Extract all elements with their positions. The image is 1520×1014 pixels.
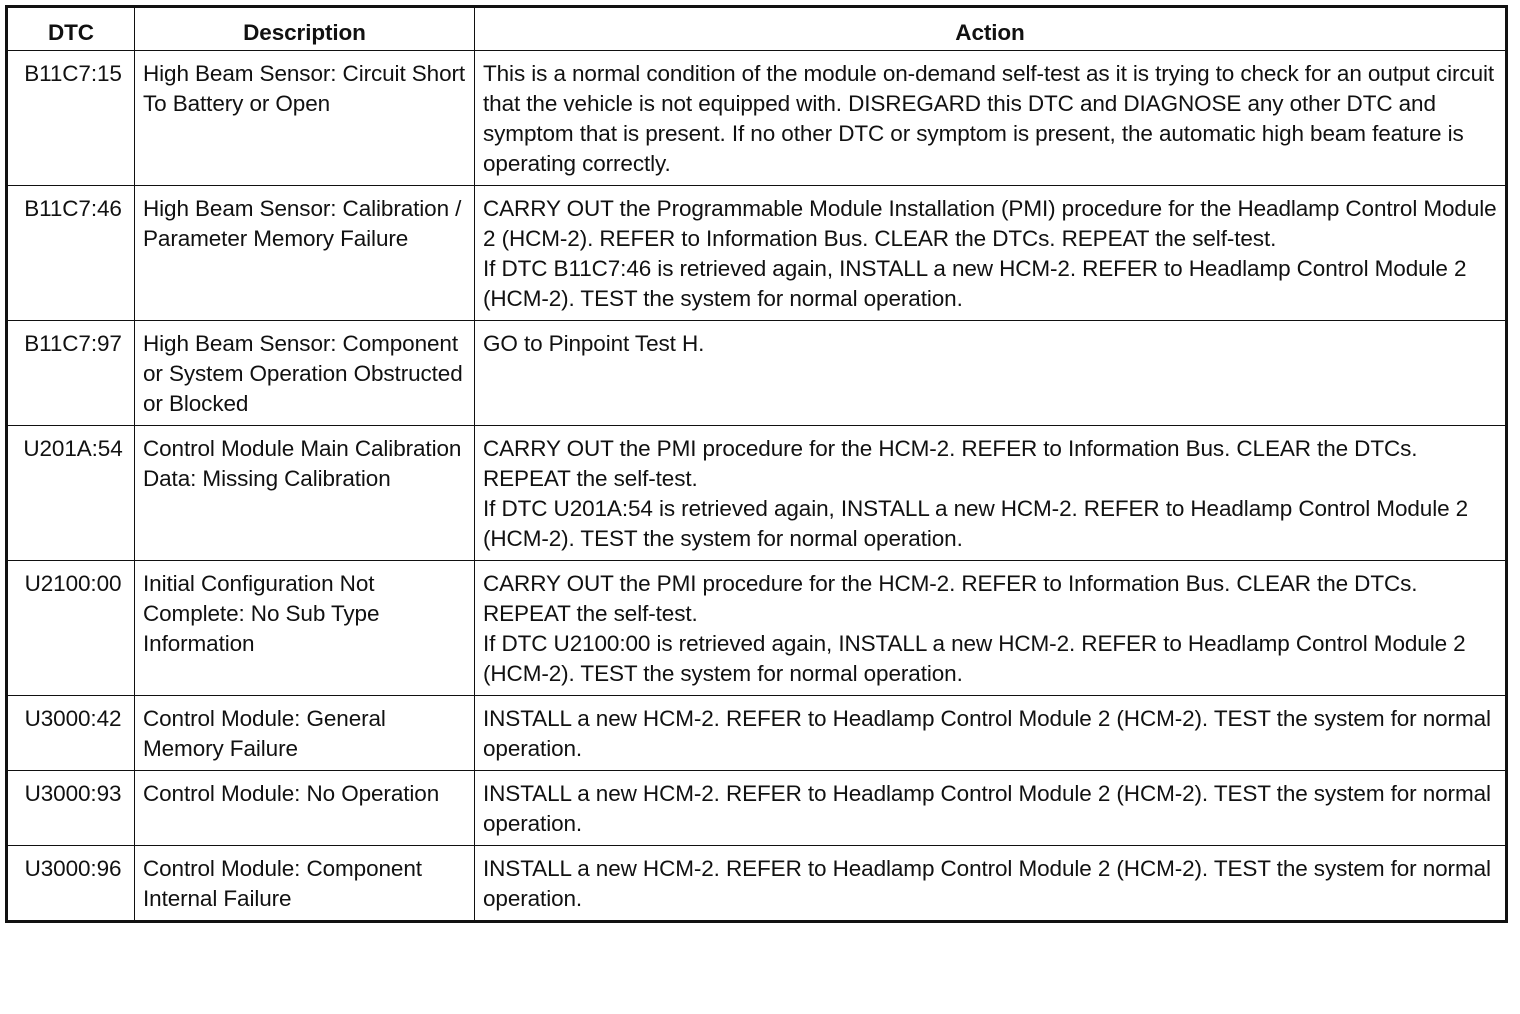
header-action: Action xyxy=(475,7,1507,51)
table-row xyxy=(7,51,1507,186)
dtc-code: U3000:42 xyxy=(7,696,135,771)
table-row xyxy=(7,561,1507,696)
dtc-code: U2100:00 xyxy=(7,561,135,696)
table-body xyxy=(7,51,1507,922)
action-text: INSTALL a new HCM-2. REFER to Headlamp Control Module 2 (HCM-2). TEST the system for normal operation. xyxy=(483,781,1491,836)
table-row xyxy=(7,426,1507,561)
header-row xyxy=(7,7,1507,51)
table-row xyxy=(7,846,1507,922)
dtc-code: B11C7:46 xyxy=(7,186,135,321)
dtc-action xyxy=(475,426,1507,561)
action-text: GO to Pinpoint Test H. xyxy=(483,331,705,356)
dtc-action xyxy=(475,771,1507,846)
table-row xyxy=(7,696,1507,771)
table-row xyxy=(7,321,1507,426)
dtc-action xyxy=(475,186,1507,321)
table-header xyxy=(7,7,1507,51)
dtc-code: B11C7:97 xyxy=(7,321,135,426)
dtc-table xyxy=(5,5,1508,923)
action-text: CARRY OUT the Programmable Module Installation (PMI) procedure for the Headlamp Control Module 2 (HCM-2). REFER to Information Bus. CLEAR the DTCs. REPEAT the self-test. xyxy=(483,196,1497,251)
dtc-action xyxy=(475,321,1507,426)
dtc-action xyxy=(475,696,1507,771)
dtc-action xyxy=(475,561,1507,696)
dtc-description: Control Module: Component Internal Failure xyxy=(135,846,475,922)
table-row xyxy=(7,186,1507,321)
dtc-description: High Beam Sensor: Component or System Operation Obstructed or Blocked xyxy=(135,321,475,426)
dtc-code: U201A:54 xyxy=(7,426,135,561)
header-dtc: DTC xyxy=(7,7,135,51)
table-row xyxy=(7,771,1507,846)
action-text: INSTALL a new HCM-2. REFER to Headlamp Control Module 2 (HCM-2). TEST the system for normal operation. xyxy=(483,706,1491,761)
dtc-description: High Beam Sensor: Circuit Short To Battery or Open xyxy=(135,51,475,186)
dtc-code: U3000:93 xyxy=(7,771,135,846)
dtc-action xyxy=(475,846,1507,922)
action-text: If DTC B11C7:46 is retrieved again, INSTALL a new HCM-2. REFER to Headlamp Control Module 2 (HCM-2). TEST the system for normal operation. xyxy=(483,256,1467,311)
action-text: CARRY OUT the PMI procedure for the HCM-2. REFER to Information Bus. CLEAR the DTCs. REPEAT the self-test. xyxy=(483,571,1418,626)
action-text: CARRY OUT the PMI procedure for the HCM-2. REFER to Information Bus. CLEAR the DTCs. REPEAT the self-test. xyxy=(483,436,1418,491)
dtc-description: Initial Configuration Not Complete: No Sub Type Information xyxy=(135,561,475,696)
dtc-description: High Beam Sensor: Calibration / Parameter Memory Failure xyxy=(135,186,475,321)
action-text: INSTALL a new HCM-2. REFER to Headlamp Control Module 2 (HCM-2). TEST the system for normal operation. xyxy=(483,856,1491,911)
header-description: Description xyxy=(135,7,475,51)
dtc-action xyxy=(475,51,1507,186)
action-text: This is a normal condition of the module on-demand self-test as it is trying to check for an output circuit that the vehicle is not equipped with. DISREGARD this DTC and DIAGNOSE any other DTC and symptom that is present. If no other DTC or symptom is present, the automatic high beam feature is operating correctly. xyxy=(483,61,1495,176)
dtc-description: Control Module: No Operation xyxy=(135,771,475,846)
dtc-code: U3000:96 xyxy=(7,846,135,922)
action-text: If DTC U201A:54 is retrieved again, INSTALL a new HCM-2. REFER to Headlamp Control Module 2 (HCM-2). TEST the system for normal operation. xyxy=(483,496,1469,551)
dtc-description: Control Module: General Memory Failure xyxy=(135,696,475,771)
action-text: If DTC U2100:00 is retrieved again, INSTALL a new HCM-2. REFER to Headlamp Control Module 2 (HCM-2). TEST the system for normal operation. xyxy=(483,631,1466,686)
dtc-code: B11C7:15 xyxy=(7,51,135,186)
dtc-description: Control Module Main Calibration Data: Missing Calibration xyxy=(135,426,475,561)
